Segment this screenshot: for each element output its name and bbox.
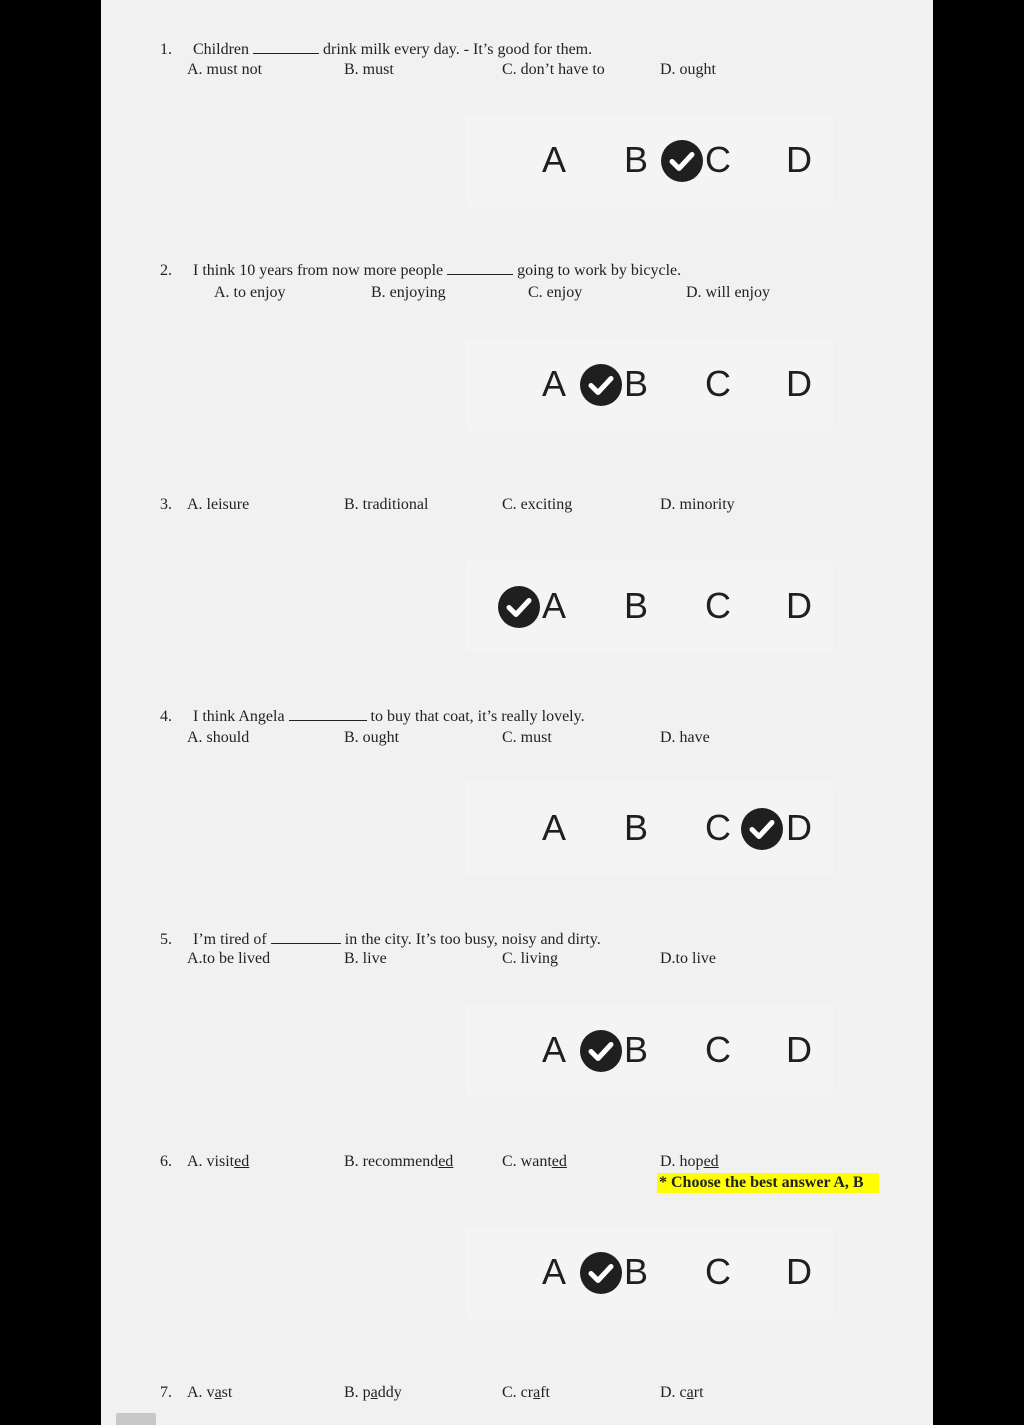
option-text (502, 1384, 550, 1402)
answer-blank (289, 708, 367, 721)
option-underlined: a (686, 1384, 694, 1401)
option-underlined: a (370, 1384, 378, 1401)
stem-text-after: in the city. It’s too busy, noisy and dirty. (344, 931, 601, 948)
answer-blank (253, 41, 319, 54)
option-prefix: A. visit (187, 1153, 235, 1170)
option-suffix: rt (693, 1384, 704, 1401)
choice-d-button[interactable]: D (786, 139, 812, 180)
choice-b-button[interactable]: B (624, 1251, 649, 1292)
option-text: A. leisure (187, 496, 250, 513)
check-circle-icon (580, 364, 622, 406)
option-underlined: ed (703, 1153, 719, 1170)
choice-c-button[interactable]: C (705, 585, 731, 626)
stem-text-after: going to work by bicycle. (517, 262, 682, 279)
option-underlined: a (533, 1384, 541, 1401)
choice-a-button[interactable]: A (542, 1251, 567, 1292)
choice-b-button[interactable]: B (624, 807, 649, 848)
option-text (660, 1153, 719, 1171)
option-suffix: st (221, 1384, 233, 1401)
stem-text-before: I think 10 years from now more people (193, 262, 444, 279)
option-text: C. don’t have to (502, 61, 605, 78)
choice-d-button[interactable]: D (786, 807, 812, 848)
answer-choices (465, 338, 833, 431)
option-text: C. living (502, 950, 559, 967)
option-text: A.to be lived (187, 950, 271, 967)
choice-b-button[interactable]: B (624, 363, 649, 404)
option-text: A. should (187, 729, 250, 746)
choice-c-button[interactable]: C (705, 807, 731, 848)
choice-c-button[interactable]: C (705, 1251, 731, 1292)
option-prefix: D. c (660, 1384, 687, 1401)
question-number: 2. (160, 262, 172, 279)
option-prefix: C. want (502, 1153, 552, 1170)
answer-blank (447, 262, 513, 275)
option-text (344, 1384, 402, 1402)
choice-d-button[interactable]: D (786, 363, 812, 404)
answer-choices (465, 560, 833, 653)
choice-b-button[interactable]: B (624, 585, 649, 626)
option-text: D. will enjoy (686, 284, 770, 301)
option-text: D. ought (660, 61, 716, 78)
option-underlined: ed (234, 1153, 250, 1170)
option-text: C. exciting (502, 496, 573, 513)
choice-c-button[interactable]: C (705, 363, 731, 404)
option-suffix: ddy (377, 1384, 402, 1401)
check-circle-icon (580, 1030, 622, 1072)
option-prefix: A. v (187, 1384, 215, 1401)
choice-a-button[interactable]: A (542, 1029, 567, 1070)
choice-a-button[interactable]: A (542, 363, 567, 404)
choice-a-button[interactable]: A (542, 139, 567, 180)
option-text: D.to live (660, 950, 716, 967)
choice-b-button[interactable]: B (624, 139, 649, 180)
option-underlined: a (214, 1384, 222, 1401)
option-text (344, 1153, 453, 1171)
stem-text-after: drink milk every day. - It’s good for them. (323, 41, 593, 58)
option-underlined: ed (438, 1153, 454, 1170)
answer-blank (271, 931, 341, 944)
stem-text-after: to buy that coat, it’s really lovely. (370, 708, 585, 725)
option-text: B. must (344, 61, 394, 78)
option-text: B. ought (344, 729, 400, 746)
choice-b-button[interactable]: B (624, 1029, 649, 1070)
question-number: 4. (160, 708, 172, 725)
stem-text-before: Children (193, 41, 249, 58)
scroll-handle[interactable] (116, 1413, 156, 1425)
check-circle-icon (498, 586, 540, 628)
option-underlined: ed (551, 1153, 567, 1170)
choice-d-button[interactable]: D (786, 1029, 812, 1070)
option-text (502, 1153, 567, 1171)
option-prefix: D. hop (660, 1153, 704, 1170)
question-number: 5. (160, 931, 172, 948)
choice-d-button[interactable]: D (786, 1251, 812, 1292)
option-prefix: C. cr (502, 1384, 534, 1401)
option-text (187, 1384, 232, 1402)
question-stem (193, 41, 592, 59)
check-circle-icon (661, 140, 703, 182)
option-text (660, 1384, 704, 1402)
option-text (187, 1153, 249, 1171)
check-circle-icon (580, 1252, 622, 1294)
answer-choices (465, 782, 833, 875)
answer-choices (465, 1004, 833, 1097)
check-circle-icon (741, 808, 783, 850)
answer-choices (465, 114, 833, 207)
option-text: C. must (502, 729, 552, 746)
question-number: 3. (160, 496, 172, 513)
choice-c-button[interactable]: C (705, 139, 731, 180)
question-stem (193, 262, 681, 280)
option-text: B. traditional (344, 496, 429, 513)
question-stem (193, 708, 585, 726)
instruction-highlight: * Choose the best answer A, B (657, 1173, 879, 1193)
question-number: 7. (160, 1384, 172, 1401)
choice-c-button[interactable]: C (705, 1029, 731, 1070)
stem-text-before: I think Angela (193, 708, 285, 725)
option-suffix: ft (540, 1384, 550, 1401)
option-text: B. live (344, 950, 387, 967)
question-number: 1. (160, 41, 172, 58)
option-prefix: B. p (344, 1384, 371, 1401)
option-prefix: B. recommend (344, 1153, 439, 1170)
answer-choices (465, 1226, 833, 1319)
option-text: A. must not (187, 61, 263, 78)
choice-a-button[interactable]: A (542, 585, 567, 626)
option-text: A. to enjoy (214, 284, 286, 301)
option-text: B. enjoying (371, 284, 446, 301)
choice-d-button[interactable]: D (786, 585, 812, 626)
question-stem (193, 931, 601, 949)
stem-text-before: I’m tired of (193, 931, 267, 948)
option-text: D. minority (660, 496, 735, 513)
choice-a-button[interactable]: A (542, 807, 567, 848)
option-text: D. have (660, 729, 710, 746)
option-text: C. enjoy (528, 284, 583, 301)
question-number: 6. (160, 1153, 172, 1170)
